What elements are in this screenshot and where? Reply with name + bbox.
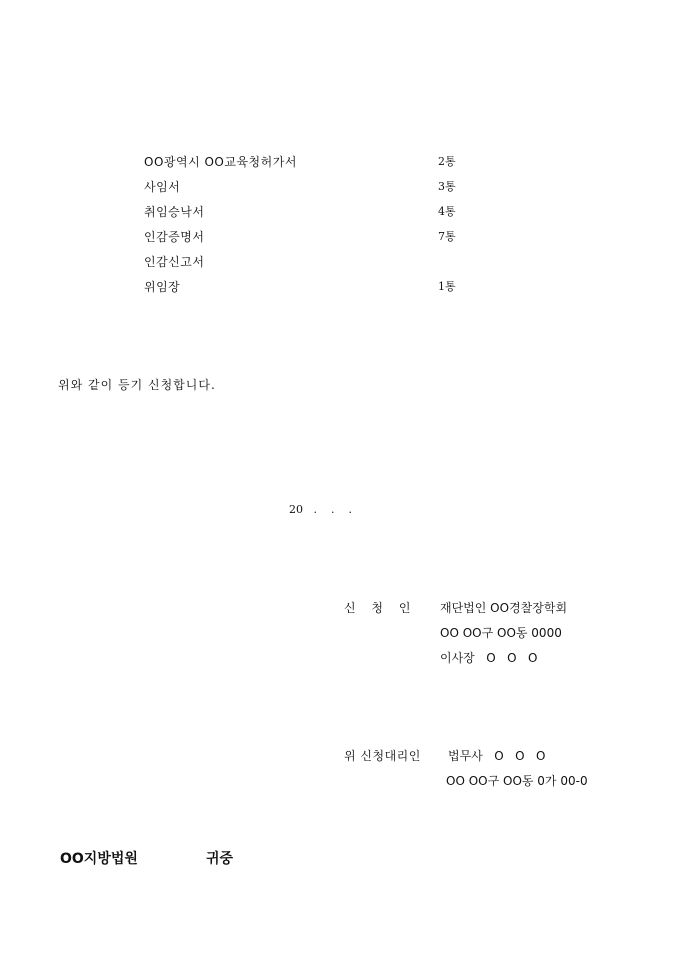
attachment-name: 위임장 [144,280,181,294]
attachment-count: 1통 [438,280,456,293]
court-name: OO지방법원 [60,851,138,867]
attachment-count: 7통 [438,230,456,243]
list-item [144,179,474,195]
agent-label: 위 신청대리인 [344,749,421,763]
attachment-name: 사임서 [144,180,181,194]
applicant-label: 신 청 인 [344,601,417,615]
applicant-org: 재단법인 OO경찰장학회 [440,601,568,615]
agent-title: 법무사 O O O [448,749,546,763]
attachment-name: 인감신고서 [144,255,205,269]
applicant-address: OO OO구 OO동 0000 [440,626,562,640]
attachment-count: 3통 [438,180,456,193]
list-item [144,229,474,245]
attachment-name: 취임승낙서 [144,205,205,219]
agent-address: OO OO구 OO동 0가 00-0 [446,774,588,788]
statement-text: 위와 같이 등기 신청합니다. [58,378,216,392]
list-item [144,154,474,170]
attachment-count: 2통 [438,155,456,168]
attachment-name: OO광역시 OO교육청허가서 [144,155,297,169]
list-item [144,254,474,270]
applicant-representative: 이사장 O O O [440,651,538,665]
attachment-count: 4통 [438,205,456,218]
date-line: 20 . . . [289,503,352,516]
list-item [144,279,474,295]
attachment-name: 인감증명서 [144,230,205,244]
list-item [144,204,474,220]
honorific: 귀중 [206,851,234,867]
